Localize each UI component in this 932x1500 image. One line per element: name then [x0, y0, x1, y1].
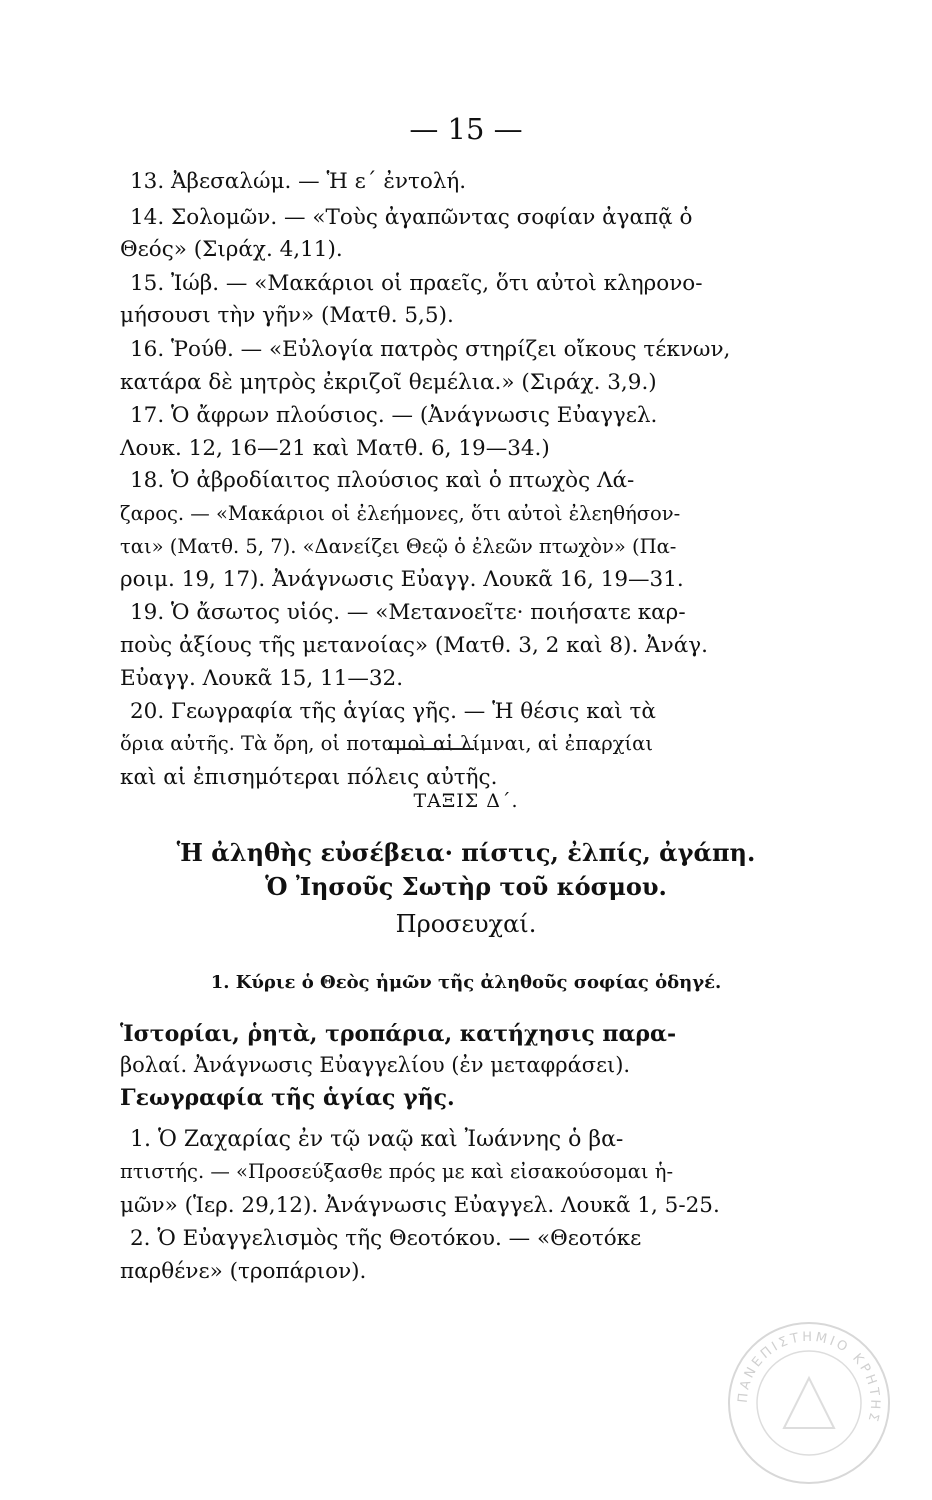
item-line: παρθένε» (τροπάριον). — [120, 1259, 367, 1284]
text-line: ροιμ. 19, 17). Ἀνάγνωσις Εὐαγγ. Λουκᾶ 16, 19—31. — [120, 567, 684, 592]
section-heading: Ἡ ἀληθὴς εὐσέβεια· πίστις, ἐλπίς, ἀγάπη. — [176, 838, 756, 867]
text-line: ὅρια αὐτῆς. Τὰ ὄρη, οἱ ποταμοὶ αἱ λίμναι, αἱ ἐπαρχίαι — [120, 732, 653, 755]
seal-text: ΠΑΝΕΠΙΣΤΗΜΙΟ ΚΡΗΤΗΣ — [735, 1329, 883, 1426]
section-divider — [388, 748, 474, 750]
text-line: 19. Ὁ ἄσωτος υἱός. — «Μετανοεῖτε· ποιήσατε καρ- — [130, 600, 686, 625]
text-line: Λουκ. 12, 16—21 καὶ Ματθ. 6, 19—34.) — [120, 436, 550, 461]
item-line: 2. Ὁ Εὐαγγελισμὸς τῆς Θεοτόκου. — «Θεοτόκε — [130, 1226, 642, 1251]
text-line: καὶ αἱ ἐπισημότεραι πόλεις αὐτῆς. — [120, 765, 498, 790]
text-line: 20. Γεωγραφία τῆς ἁγίας γῆς. — Ἡ θέσις καὶ τὰ — [130, 699, 656, 724]
section-label: ΤΑΞΙΣ Δ΄. — [413, 790, 519, 812]
section-subheading: Ὁ Ἰησοῦς Σωτὴρ τοῦ κόσμου. — [265, 872, 667, 901]
text-line: 15. Ἰώβ. — «Μακάριοι οἱ πραεῖς, ὅτι αὐτοὶ κληρονο- — [130, 271, 703, 296]
text-line: 14. Σολομῶν. — «Τοὺς ἀγαπῶντας σοφίαν ἀγαπᾷ ὁ — [130, 205, 693, 230]
item-line: πτιστής. — «Προσεύξασθε πρός με καὶ εἰσακούσομαι ἡ- — [120, 1160, 674, 1183]
text-line: 13. Ἀβεσαλώμ. — Ἡ ε΄ ἐντολή. — [130, 169, 467, 194]
prayer-line: 1. Κύριε ὁ Θεὸς ἡμῶν τῆς ἀληθοῦς σοφίας ὁδηγέ. — [210, 972, 722, 993]
text-line: 18. Ὁ ἀβροδίαιτος πλούσιος καὶ ὁ πτωχὸς Λά- — [130, 468, 635, 493]
page-number: — 15 — — [409, 112, 523, 146]
library-seal-icon — [724, 1318, 894, 1488]
text-line: ται» (Ματθ. 5, 7). «Δανείζει Θεῷ ὁ ἐλεῶν πτωχὸν» (Πα- — [120, 535, 677, 558]
text-line: ποὺς ἀξίους τῆς μετανοίας» (Ματθ. 3, 2 καὶ 8). Ἀνάγ. — [120, 633, 708, 658]
item-line: μῶν» (Ἱερ. 29,12). Ἀνάγνωσις Εὐαγγελ. Λουκᾶ 1, 5-25. — [120, 1193, 720, 1218]
text-line: κατάρα δὲ μητρὸς ἐκριζοῖ θεμέλια.» (Σιράχ. 3,9.) — [120, 370, 657, 395]
text-line: 16. Ῥούθ. — «Εὐλογία πατρὸς στηρίζει οἴκους τέκνων, — [130, 337, 731, 362]
prayers-title: Προσευχαί. — [395, 910, 537, 938]
text-line: ζαρος. — «Μακάριοι οἱ ἐλεήμονες, ὅτι αὐτοὶ ἐλεηθήσον- — [120, 502, 681, 525]
text-line: Θεός» (Σιράχ. 4,11). — [120, 237, 343, 262]
text-line: 17. Ὁ ἄφρων πλούσιος. — (Ἀνάγνωσις Εὐαγγελ. — [130, 403, 658, 428]
topics-heading-line: Γεωγραφία τῆς ἁγίας γῆς. — [120, 1085, 455, 1111]
text-line: μήσουσι τὴν γῆν» (Ματθ. 5,5). — [120, 303, 454, 328]
item-line: 1. Ὁ Ζαχαρίας ἐν τῷ ναῷ καὶ Ἰωάννης ὁ βα- — [130, 1127, 624, 1152]
topics-heading-line: Ἱστορίαι, ῥητὰ, τροπάρια, κατήχησις παρα- — [120, 1021, 677, 1047]
topics-heading-line: βολαί. Ἀνάγνωσις Εὐαγγελίου (ἐν μεταφράσει). — [120, 1053, 631, 1077]
text-line: Εὐαγγ. Λουκᾶ 15, 11—32. — [120, 666, 404, 691]
